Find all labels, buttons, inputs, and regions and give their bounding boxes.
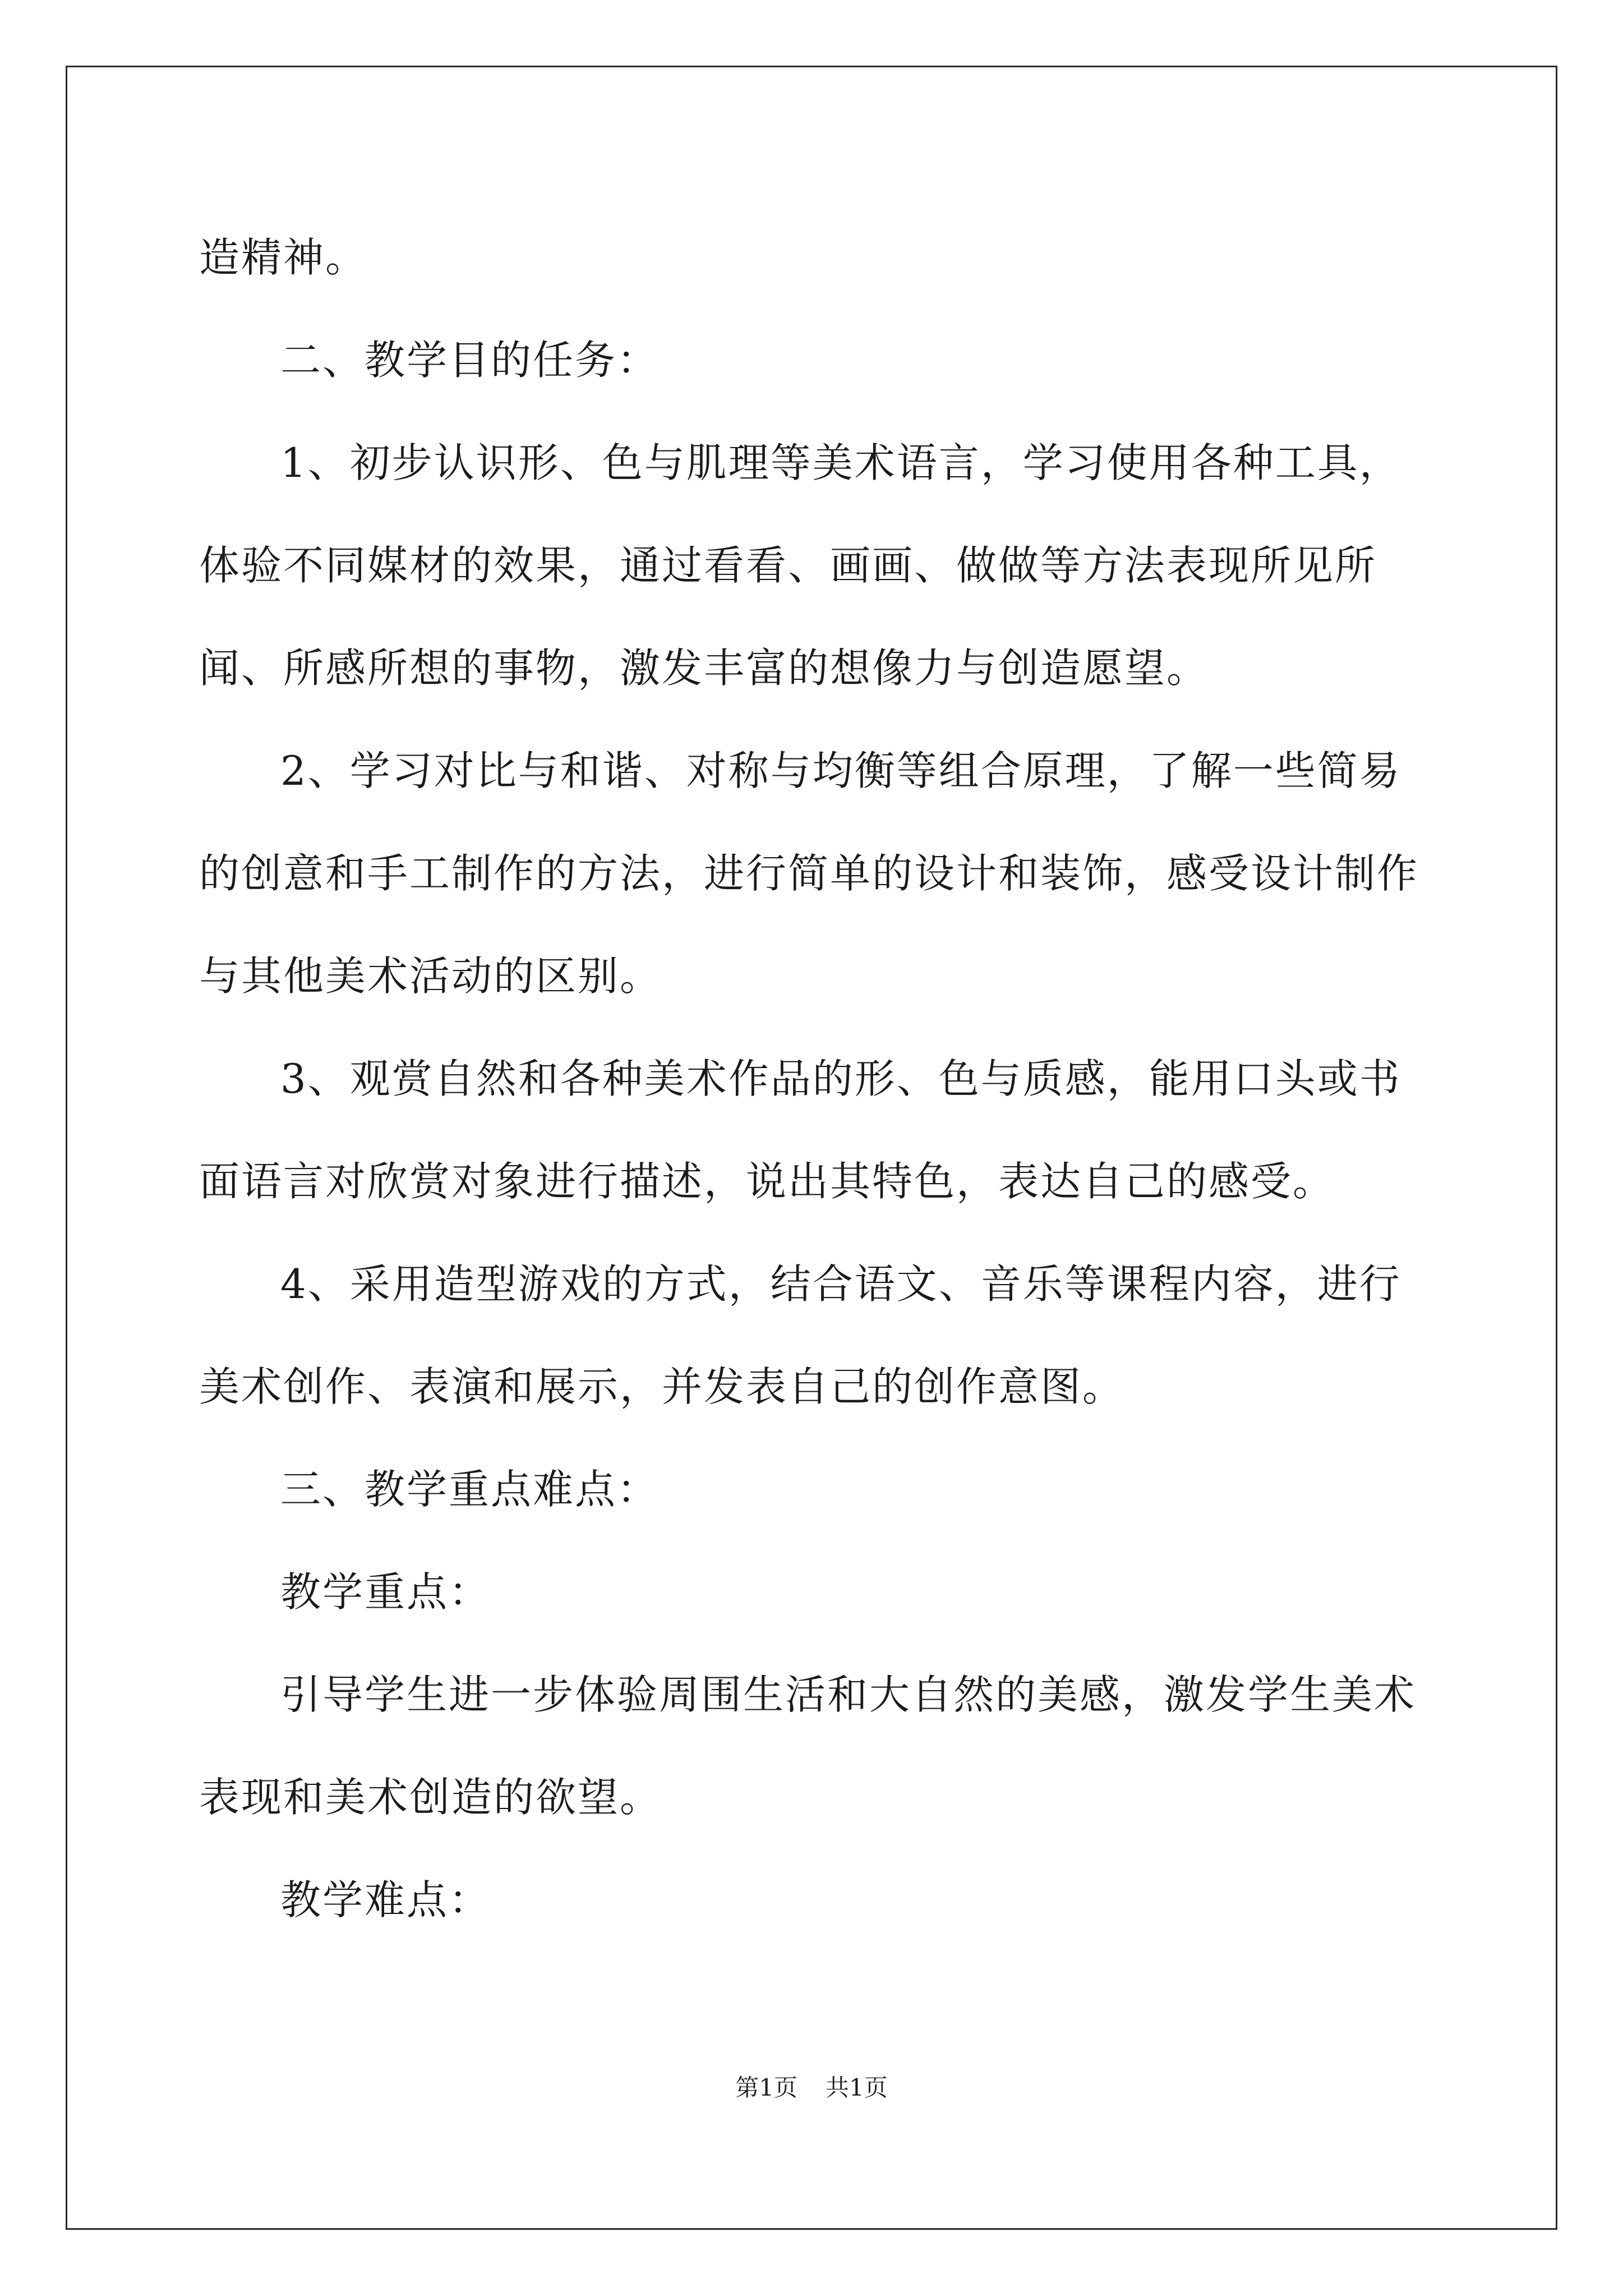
page-total: 共1页 [826, 2074, 888, 2101]
document-body [199, 206, 1433, 1952]
objective-item-4: 4、采用造型游戏的方式，结合语文、音乐等课程内容，进行美术创作、表演和展示，并发表自己的创作意图。 [199, 1260, 1401, 1410]
page-footer [0, 2071, 1623, 2105]
objective-item-1: 1、初步认识形、色与肌理等美术语言，学习使用各种工具，体验不同媒材的效果，通过看看、画画、做做等方法表现所见所闻、所感所想的事物，激发丰富的想像力与创造愿望。 [199, 439, 1401, 692]
section-heading-objectives: 二、教学目的任务： [280, 337, 660, 384]
key-point-text: 引导学生进一步体验周围生活和大自然的美感，激发学生美术表现和美术创造的欲望。 [199, 1671, 1417, 1821]
page-number: 第1页 [735, 2074, 797, 2101]
objective-item-2: 2、学习对比与和谐、对称与均衡等组合原理，了解一些简易的创意和手工制作的方法，进行简单的设计和装饰，感受设计制作与其他美术活动的区别。 [199, 747, 1419, 1000]
section-heading-key-points: 三、教学重点难点： [280, 1466, 660, 1513]
subheading-difficulty: 教学难点： [280, 1876, 491, 1924]
subheading-key-point: 教学重点： [280, 1568, 491, 1616]
objective-item-3: 3、观赏自然和各种美术作品的形、色与质感，能用口头或书面语言对欣赏对象进行描述，说出其特色，表达自己的感受。 [199, 1055, 1401, 1205]
paragraph-continuation: 造精神。 [199, 234, 368, 281]
